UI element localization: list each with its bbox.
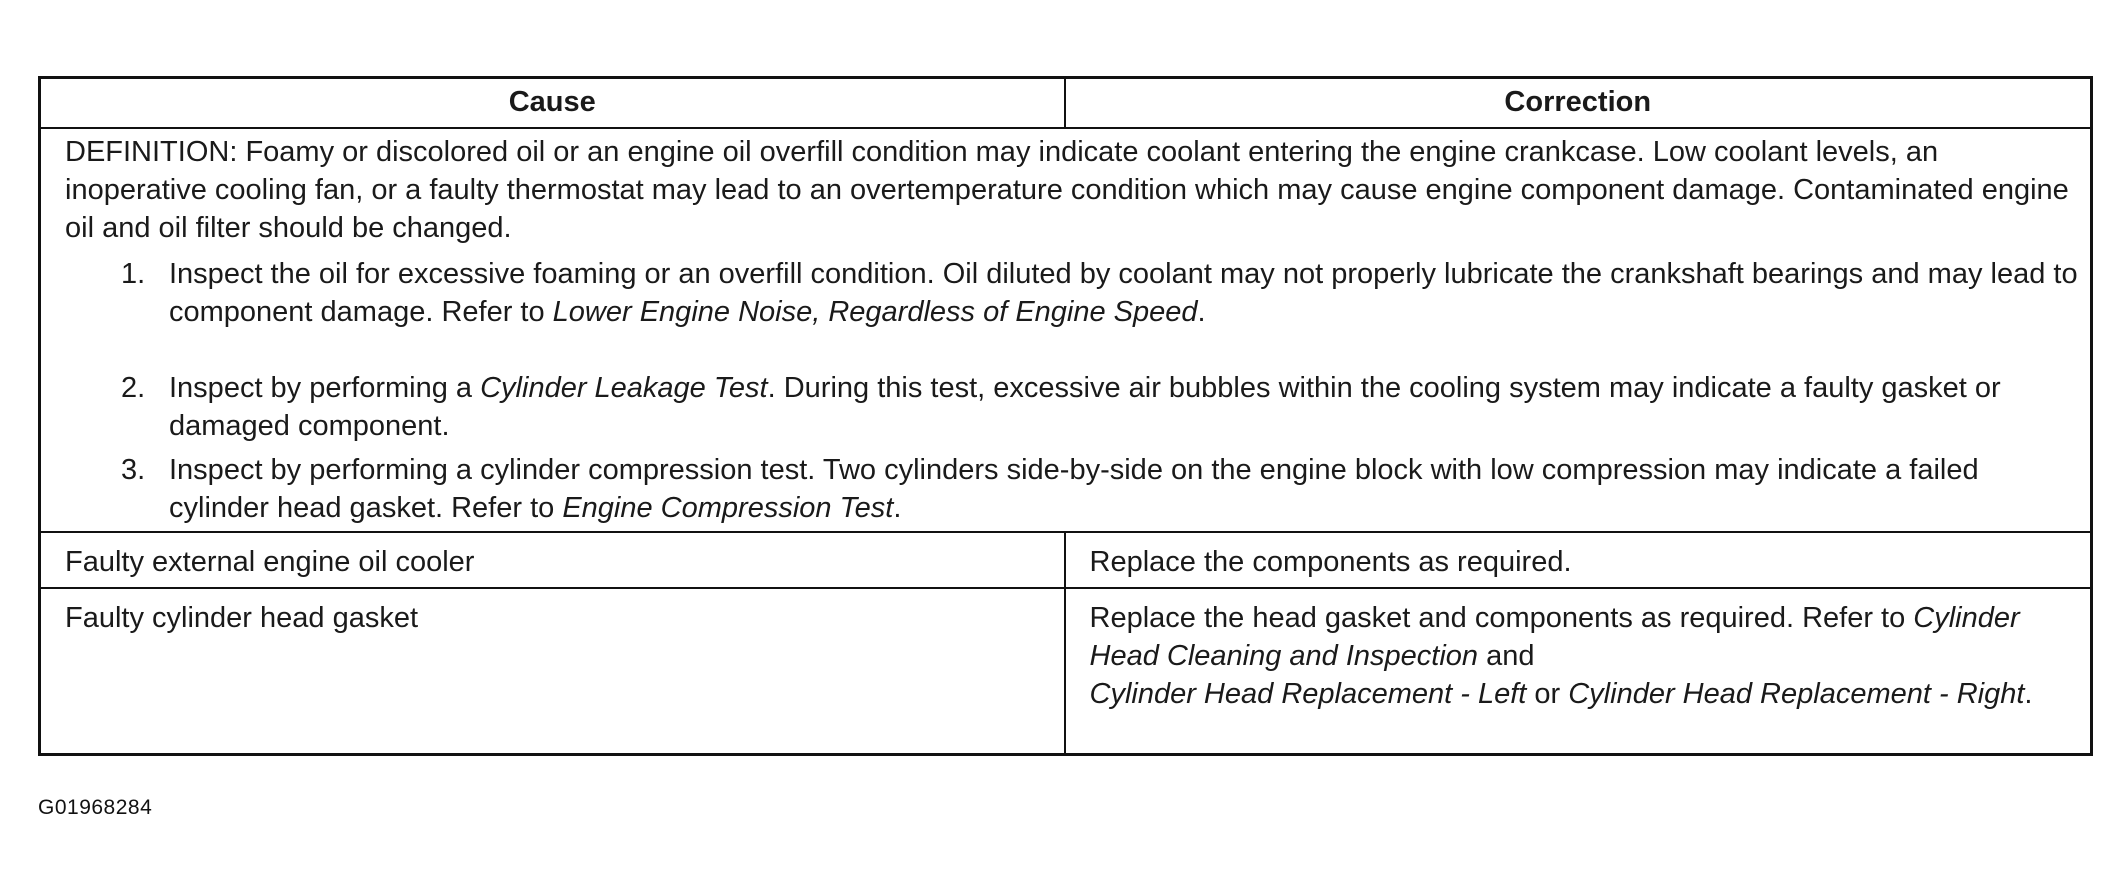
step-reference-link[interactable]: Lower Engine Noise, Regardless of Engine Speed — [552, 296, 1198, 328]
step-number: 3. — [121, 454, 146, 486]
inspection-steps — [65, 255, 2078, 527]
table-row — [40, 532, 2092, 588]
step-item — [65, 369, 2078, 445]
step-item — [65, 451, 2078, 527]
correction-cell: Replace the components as required. — [1065, 532, 2092, 588]
step-text: Inspect the oil for excessive foaming or an overfill condition. Oil diluted by coolant may not properly lubricate the crankshaft bearings and may lead to component damage. Refer to — [169, 258, 2078, 328]
step-item — [65, 255, 2078, 331]
correction-text: and — [1478, 640, 1535, 672]
step-tail: . During this test, excessive air bubbles within the cooling system may indicate a faulty gasket or damaged component. — [169, 372, 2001, 442]
correction-text: or — [1526, 678, 1569, 710]
header-correction: Correction — [1065, 78, 2092, 129]
correction-text: . — [2024, 678, 2033, 710]
step-reference-link[interactable]: Engine Compression Test — [562, 492, 894, 524]
correction-reference-link[interactable]: Cylinder Head Cleaning and Inspection — [1089, 602, 2020, 672]
correction-text: Replace the head gasket and components as required. Refer to — [1089, 602, 1914, 634]
table-header-row — [40, 78, 2092, 129]
step-text: Inspect by performing a — [169, 372, 481, 404]
figure-id: G01968284 — [38, 796, 153, 819]
step-number: 2. — [121, 372, 146, 404]
diagnostic-table — [38, 76, 2093, 756]
step-number: 1. — [121, 258, 146, 290]
correction-reference-link[interactable]: Cylinder Head Replacement - Left — [1089, 678, 1527, 710]
step-reference-link[interactable]: Cylinder Leakage Test — [480, 372, 768, 404]
cause-cell: Faulty external engine oil cooler — [40, 532, 1065, 588]
diagnostic-table-container — [38, 76, 2090, 756]
correction-reference-link[interactable]: Cylinder Head Replacement - Right — [1568, 678, 2025, 710]
step-tail: . — [1197, 296, 1206, 328]
cause-cell: Faulty cylinder head gasket — [40, 588, 1065, 755]
step-tail: . — [893, 492, 902, 524]
definition-text: DEFINITION: Foamy or discolored oil or an engine oil overfill condition may indicate coolant entering the engine crankcase. Low coolant levels, an inoperative cooling fan, or a faulty thermostat may lead to an overtemperature condition which may cause engine component damage. Contaminated engine oil and oil filter should be changed. — [65, 136, 2069, 244]
correction-cell — [1065, 588, 2092, 755]
definition-row — [40, 128, 2092, 532]
step-text: Inspect by performing a cylinder compression test. Two cylinders side-by-side on the engine block with low compression may indicate a failed cylinder head gasket. Refer to — [169, 454, 1979, 524]
table-row — [40, 588, 2092, 755]
definition-cell — [40, 128, 2092, 532]
header-cause: Cause — [40, 78, 1065, 129]
